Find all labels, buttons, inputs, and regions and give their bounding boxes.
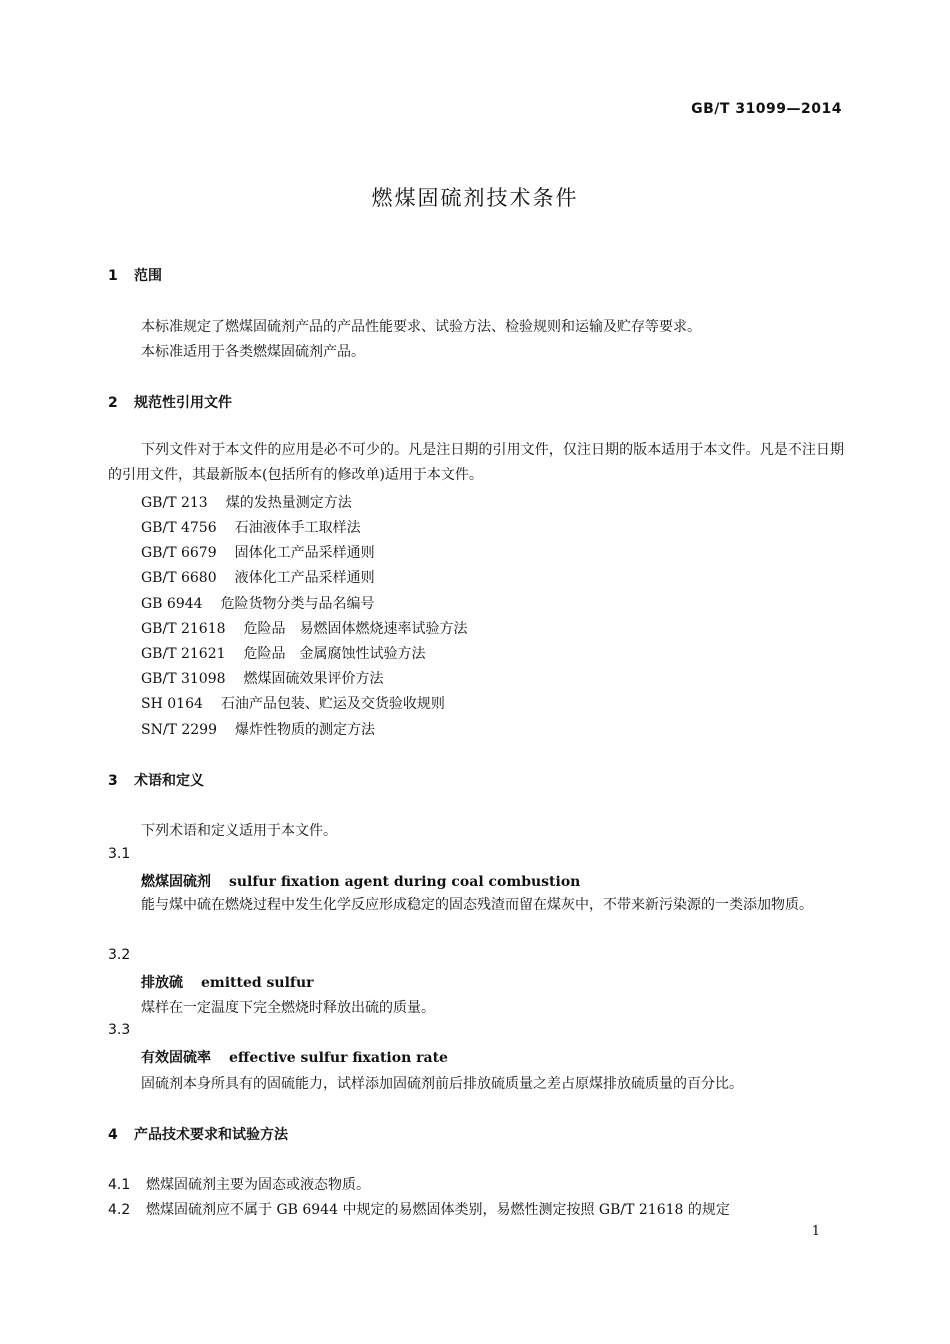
- requirement-number: 4.1: [108, 1177, 131, 1193]
- reference-code: GB/T 21618: [141, 621, 226, 637]
- section-number: 2: [108, 395, 118, 411]
- section-title: 规范性引用文件: [134, 395, 232, 411]
- reference-item: [141, 567, 375, 587]
- page-number: 1: [811, 1224, 820, 1239]
- term-zh: 有效固硫率: [141, 1050, 211, 1066]
- reference-item: [141, 693, 445, 713]
- requirement-text: 燃煤固硫剂主要为固态或液态物质。: [146, 1177, 370, 1193]
- reference-code: GB/T 6679: [141, 545, 217, 561]
- reference-name: 液体化工产品采样通则: [234, 570, 375, 586]
- term-number: 3.1: [108, 846, 131, 862]
- section-number: 1: [108, 268, 118, 284]
- section-title: 范围: [134, 268, 162, 284]
- term-en: emitted sulfur: [201, 975, 314, 991]
- term-number: 3.3: [108, 1022, 131, 1038]
- section-heading-1: [108, 265, 162, 285]
- section-heading-4: [108, 1124, 288, 1144]
- reference-name: 危险货物分类与品名编号: [220, 596, 375, 612]
- reference-name: 爆炸性物质的测定方法: [234, 722, 375, 738]
- term-zh: 排放硫: [141, 975, 183, 991]
- reference-name: 石油液体手工取样法: [234, 520, 361, 536]
- reference-item: [141, 593, 375, 613]
- reference-item: [141, 643, 426, 663]
- reference-code: GB/T 31098: [141, 671, 226, 687]
- reference-code: GB/T 4756: [141, 520, 217, 536]
- section-heading-3: [108, 770, 204, 790]
- term-en: effective sulfur fixation rate: [229, 1050, 448, 1066]
- terms-intro: 下列术语和定义适用于本文件。: [141, 823, 337, 839]
- reference-item: [141, 542, 375, 562]
- reference-item: [141, 668, 384, 688]
- reference-code: SH 0164: [141, 696, 203, 712]
- reference-code: GB/T 6680: [141, 570, 217, 586]
- requirement-text: 燃煤固硫剂应不属于 GB 6944 中规定的易燃固体类别，易燃性测定按照 GB/T 21618 的规定: [146, 1202, 730, 1218]
- term-heading: [141, 1047, 448, 1067]
- term-definition: 能与煤中硫在燃烧过程中发生化学反应形成稳定的固态残渣而留在煤灰中，不带来新污染源的一类添加物质。: [141, 897, 813, 913]
- document-title: 燃煤固硫剂技术条件: [371, 186, 579, 210]
- requirement-item: [108, 1199, 844, 1219]
- term-definition: 固硫剂本身所具有的固硫能力，试样添加固硫剂前后排放硫质量之差占原煤排放硫质量的百分比。: [141, 1076, 743, 1092]
- term-definition: 煤样在一定温度下完全燃烧时释放出硫的质量。: [141, 1000, 435, 1016]
- section-title: 术语和定义: [134, 773, 204, 789]
- reference-item: [141, 719, 375, 739]
- reference-code: GB/T 21621: [141, 646, 226, 662]
- reference-item: [141, 618, 468, 638]
- scope-paragraph-2: 本标准适用于各类燃煤固硫剂产品。: [141, 344, 365, 360]
- term-number: 3.2: [108, 947, 131, 963]
- reference-name: 燃煤固硫效果评价方法: [243, 671, 384, 687]
- reference-name: 危险品 易燃固体燃烧速率试验方法: [243, 621, 468, 637]
- reference-name: 危险品 金属腐蚀性试验方法: [243, 646, 426, 662]
- reference-code: SN/T 2299: [141, 722, 217, 738]
- section-heading-2: [108, 392, 232, 412]
- reference-name: 石油产品包装、贮运及交货验收规则: [220, 696, 445, 712]
- reference-name: 固体化工产品采样通则: [234, 545, 375, 561]
- reference-code: GB 6944: [141, 596, 203, 612]
- requirement-number: 4.2: [108, 1202, 131, 1218]
- reference-item: [141, 492, 352, 512]
- section-title: 产品技术要求和试验方法: [134, 1127, 288, 1143]
- term-heading: [141, 972, 314, 992]
- section-number: 3: [108, 773, 118, 789]
- section-number: 4: [108, 1127, 118, 1143]
- normative-intro: 下列文件对于本文件的应用是必不可少的。凡是注日期的引用文件，仅注日期的版本适用于本文件。凡是不注日期的引用文件，其最新版本(包括所有的修改单)适用于本文件。: [108, 442, 844, 483]
- standard-number: GB/T 31099—2014: [691, 101, 842, 117]
- term-zh: 燃煤固硫剂: [141, 874, 211, 890]
- reference-item: [141, 517, 361, 537]
- requirement-item: [108, 1174, 844, 1194]
- term-heading: [141, 871, 580, 891]
- term-en: sulfur fixation agent during coal combustion: [229, 874, 581, 890]
- reference-name: 煤的发热量测定方法: [225, 495, 352, 511]
- scope-paragraph-1: 本标准规定了燃煤固硫剂产品的产品性能要求、试验方法、检验规则和运输及贮存等要求。: [141, 319, 701, 335]
- reference-code: GB/T 213: [141, 495, 208, 511]
